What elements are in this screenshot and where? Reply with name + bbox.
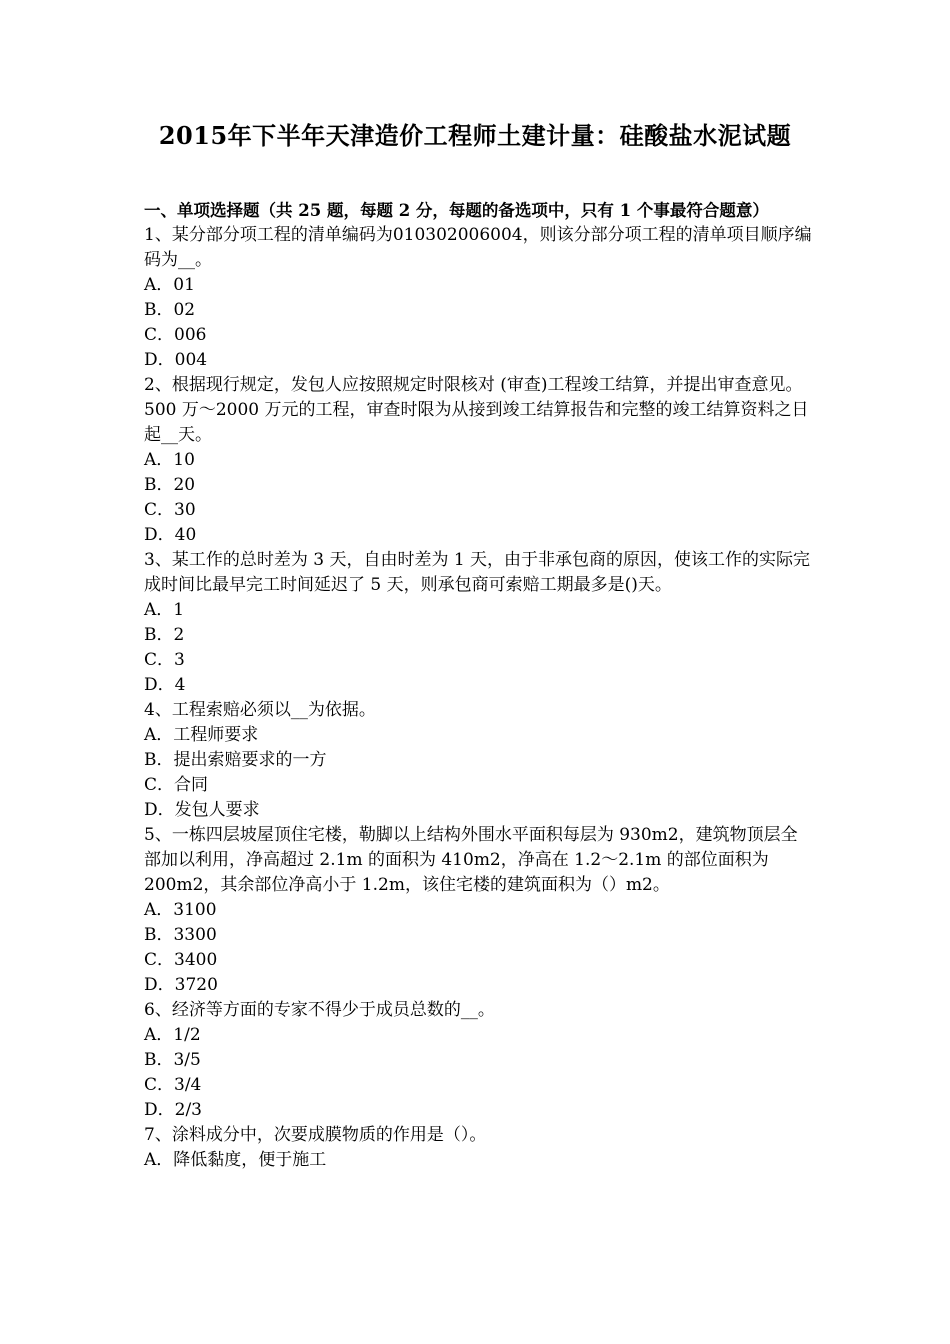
option-c: C．006 xyxy=(144,325,207,345)
option-a: A．1 xyxy=(144,600,185,620)
option-d: D．004 xyxy=(144,350,208,370)
option-d: D．发包人要求 xyxy=(144,800,260,820)
document-body xyxy=(144,198,812,1173)
question-text: 4、工程索赔必须以__为依据。 xyxy=(144,700,376,720)
option-a: A．10 xyxy=(144,450,195,470)
question-text: 2、根据现行规定，发包人应按照规定时限核对 (审查)工程竣工结算，并提出审查意见。500 万～2000 万元的工程，审查时限为从接到竣工结算报告和完整的竣工结算资料之日起__天。 xyxy=(144,375,809,445)
question-text: 1、某分部分项工程的清单编码为010302006004，则该分部分项工程的清单项目顺序编码为__。 xyxy=(144,225,812,270)
option-d: D．40 xyxy=(144,525,197,545)
option-c: C．3400 xyxy=(144,950,218,970)
question-6 xyxy=(144,998,812,1123)
option-c: C．3/4 xyxy=(144,1075,202,1095)
question-7 xyxy=(144,1123,812,1173)
question-text: 6、经济等方面的专家不得少于成员总数的__。 xyxy=(144,1000,495,1020)
question-4 xyxy=(144,698,812,823)
option-a: A．工程师要求 xyxy=(144,725,259,745)
option-a: A．降低黏度，便于施工 xyxy=(144,1150,327,1170)
question-text: 7、涂料成分中，次要成膜物质的作用是（）。 xyxy=(144,1125,487,1145)
section-heading: 一、单项选择题（共 25 题，每题 2 分，每题的备选项中，只有 1 个事最符合题意） xyxy=(144,201,769,220)
option-b: B．3/5 xyxy=(144,1050,201,1070)
option-b: B．3300 xyxy=(144,925,217,945)
question-5 xyxy=(144,823,812,998)
question-3 xyxy=(144,548,812,698)
document-title: 2015年下半年天津造价工程师土建计量：硅酸盐水泥试题 xyxy=(158,121,792,150)
option-a: A．3100 xyxy=(144,900,217,920)
question-text: 3、某工作的总时差为 3 天，自由时差为 1 天，由于非承包商的原因，使该工作的实际完成时间比最早完工时间延迟了 5 天，则承包商可索赔工期最多是()天。 xyxy=(144,550,811,595)
question-1 xyxy=(144,223,812,373)
option-d: D．2/3 xyxy=(144,1100,202,1120)
option-b: B．2 xyxy=(144,625,185,645)
option-a: A．1/2 xyxy=(144,1025,201,1045)
option-b: B．02 xyxy=(144,300,196,320)
option-d: D．3720 xyxy=(144,975,218,995)
option-b: B．提出索赔要求的一方 xyxy=(144,750,327,770)
option-c: C．3 xyxy=(144,650,185,670)
option-c: C．30 xyxy=(144,500,196,520)
option-b: B．20 xyxy=(144,475,196,495)
option-c: C．合同 xyxy=(144,775,209,795)
option-a: A．01 xyxy=(144,275,195,295)
option-d: D．4 xyxy=(144,675,186,695)
question-2 xyxy=(144,373,812,548)
question-text: 5、一栋四层坡屋顶住宅楼，勒脚以上结构外围水平面积每层为 930m2，建筑物顶层全部加以利用，净高超过 2.1m 的面积为 410m2，净高在 1.2～2.1m 的部位面积为 200m2，其余部位净高小于 1.2m，该住宅楼的建筑面积为（）m2。 xyxy=(144,825,798,895)
